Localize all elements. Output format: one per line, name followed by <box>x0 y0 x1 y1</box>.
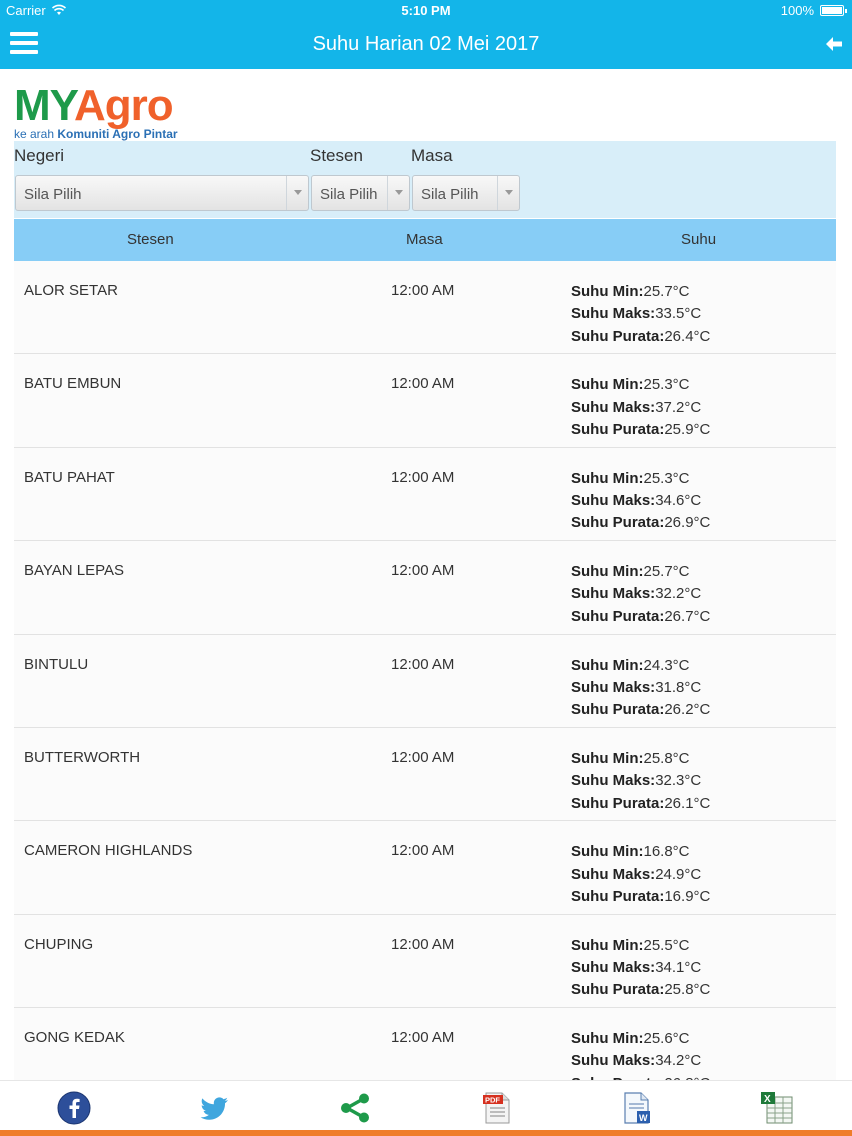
min-label: Suhu Min: <box>571 936 644 954</box>
avg-label: Suhu Purata: <box>571 607 665 625</box>
avg-label: Suhu Purata: <box>571 420 665 438</box>
min-label: Suhu Min: <box>571 749 644 767</box>
avg-label: Suhu Purata: <box>571 701 665 719</box>
avg-label: Suhu Purata: <box>571 794 665 812</box>
temperature-list[interactable] <box>14 261 836 1079</box>
max-label: Suhu Maks: <box>571 772 656 790</box>
avg-value: 26.1°C <box>664 794 711 812</box>
chevron-down-icon <box>497 176 519 210</box>
avg-value: 16.9°C <box>664 887 711 905</box>
table-row[interactable] <box>14 448 836 541</box>
chevron-down-icon <box>387 176 409 210</box>
max-label: Suhu Maks: <box>571 865 656 883</box>
temperature-values <box>571 468 710 535</box>
status-time: 5:10 PM <box>401 3 451 18</box>
avg-value: 26.4°C <box>664 327 711 345</box>
max-value: 33.5°C <box>655 305 702 323</box>
temperature-values <box>571 561 710 628</box>
min-label: Suhu Min: <box>571 376 644 394</box>
temperature-values <box>571 374 710 441</box>
station-name: CHUPING <box>24 935 94 953</box>
max-label: Suhu Maks: <box>571 1052 656 1070</box>
max-value: 31.8°C <box>655 678 702 696</box>
avg-label: Suhu Purata: <box>571 327 665 345</box>
max-value: 34.2°C <box>655 1052 702 1070</box>
stesen-label: Stesen <box>310 146 363 165</box>
temperature-values <box>571 748 710 815</box>
avg-value: 25.8°C <box>664 981 711 999</box>
table-row[interactable] <box>14 354 836 447</box>
header-suhu: Suhu <box>681 231 717 248</box>
max-value: 34.1°C <box>655 959 702 977</box>
negeri-select[interactable]: Sila Pilih <box>15 175 309 211</box>
nav-bar <box>0 20 852 69</box>
max-value: 24.9°C <box>655 865 702 883</box>
max-label: Suhu Maks: <box>571 398 656 416</box>
max-label: Suhu Maks: <box>571 959 656 977</box>
svg-text:PDF: PDF <box>485 1095 500 1105</box>
page-title: Suhu Harian 02 Mei 2017 <box>312 33 540 55</box>
min-value: 25.7°C <box>643 283 690 300</box>
time-value: 12:00 AM <box>391 842 455 860</box>
max-value: 37.2°C <box>655 398 702 416</box>
header-masa: Masa <box>406 231 443 248</box>
pdf-icon[interactable] <box>480 1091 514 1125</box>
avg-label: Suhu Purata: <box>571 981 665 999</box>
header-stesen: Stesen <box>127 231 174 248</box>
table-row[interactable] <box>14 728 836 821</box>
table-row[interactable] <box>14 915 836 1008</box>
temperature-values <box>571 841 710 908</box>
station-name: GONG KEDAK <box>24 1029 125 1047</box>
excel-icon[interactable] <box>760 1091 794 1125</box>
station-name: BINTULU <box>24 655 89 673</box>
avg-value: 26.9°C <box>664 514 711 532</box>
avg-value: 26.2°C <box>664 701 711 719</box>
myagro-logo: MYAgro ke arah Komuniti Agro Pintar <box>14 81 178 141</box>
back-arrow-icon[interactable] <box>824 34 844 54</box>
temperature-values <box>571 655 710 722</box>
time-value: 12:00 AM <box>391 375 455 393</box>
negeri-label: Negeri <box>14 146 65 165</box>
station-name: CAMERON HIGHLANDS <box>24 842 193 860</box>
table-row[interactable] <box>14 635 836 728</box>
time-value: 12:00 AM <box>391 655 455 673</box>
temperature-values <box>571 935 710 1002</box>
table-row[interactable] <box>14 821 836 914</box>
min-value: 24.3°C <box>643 656 690 674</box>
status-bar <box>0 0 852 20</box>
min-label: Suhu Min: <box>571 283 644 300</box>
min-value: 25.8°C <box>643 749 690 767</box>
station-name: BATU PAHAT <box>24 468 115 486</box>
avg-label: Suhu Purata: <box>571 514 665 532</box>
carrier-label: Carrier <box>6 3 46 18</box>
time-value: 12:00 AM <box>391 748 455 766</box>
max-label: Suhu Maks: <box>571 585 656 603</box>
avg-label: Suhu Purata: <box>571 887 665 905</box>
time-value: 12:00 AM <box>391 562 455 580</box>
share-icon[interactable] <box>338 1091 372 1125</box>
max-value: 32.2°C <box>655 585 702 603</box>
masa-label: Masa <box>411 146 453 165</box>
min-value: 16.8°C <box>643 843 690 861</box>
max-label: Suhu Maks: <box>571 492 656 510</box>
stesen-select[interactable]: Sila Pilih <box>311 175 410 211</box>
min-label: Suhu Min: <box>571 1030 644 1048</box>
battery-icon <box>820 5 844 16</box>
bottom-toolbar <box>0 1080 852 1130</box>
time-value: 12:00 AM <box>391 282 455 299</box>
min-value: 25.3°C <box>643 469 690 487</box>
table-row[interactable] <box>14 261 836 354</box>
battery-percent: 100% <box>780 3 814 18</box>
avg-value: 25.9°C <box>664 420 711 438</box>
word-doc-icon[interactable] <box>620 1091 654 1125</box>
bottom-accent-bar <box>0 1130 852 1136</box>
min-value: 25.7°C <box>643 563 690 581</box>
time-value: 12:00 AM <box>391 1029 455 1047</box>
station-name: BUTTERWORTH <box>24 748 141 766</box>
avg-value: 26.7°C <box>664 607 711 625</box>
station-name: ALOR SETAR <box>24 282 118 299</box>
time-value: 12:00 AM <box>391 468 455 486</box>
svg-text:W: W <box>639 1113 648 1123</box>
station-name: BAYAN LEPAS <box>24 562 125 580</box>
min-label: Suhu Min: <box>571 843 644 861</box>
chevron-down-icon <box>286 176 308 210</box>
table-header <box>14 219 836 261</box>
min-label: Suhu Min: <box>571 563 644 581</box>
twitter-icon[interactable] <box>197 1091 231 1125</box>
table-row[interactable] <box>14 541 836 634</box>
station-name: BATU EMBUN <box>24 375 122 393</box>
masa-select[interactable]: Sila Pilih <box>412 175 520 211</box>
time-value: 12:00 AM <box>391 935 455 953</box>
min-label: Suhu Min: <box>571 656 644 674</box>
min-label: Suhu Min: <box>571 469 644 487</box>
temperature-values <box>571 281 710 348</box>
min-value: 25.3°C <box>643 376 690 394</box>
min-value: 25.5°C <box>643 936 690 954</box>
filter-panel <box>14 141 836 218</box>
min-value: 25.6°C <box>643 1030 690 1048</box>
svg-text:X: X <box>764 1094 771 1105</box>
max-label: Suhu Maks: <box>571 678 656 696</box>
max-label: Suhu Maks: <box>571 305 656 323</box>
facebook-icon[interactable] <box>57 1091 91 1125</box>
max-value: 34.6°C <box>655 492 702 510</box>
max-value: 32.3°C <box>655 772 702 790</box>
